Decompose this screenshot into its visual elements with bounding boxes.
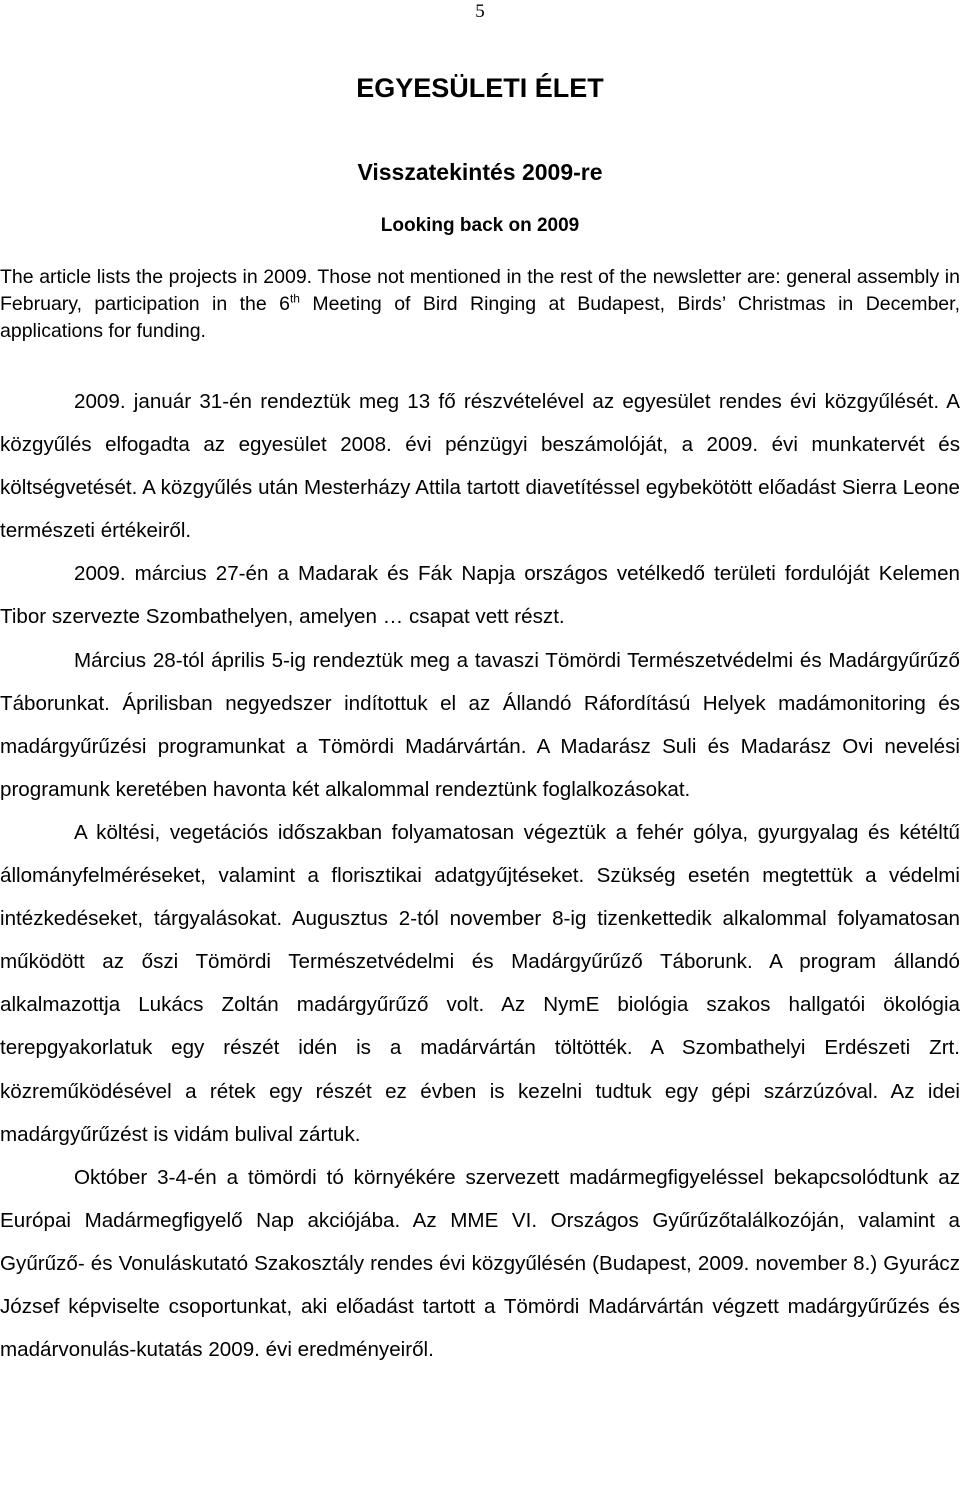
article-title-english: Looking back on 2009 (380, 215, 580, 236)
paragraph-march: 2009. március 27-én a Madarak és Fák Napja országos vetélkedő területi fordulóját Kelemen Tibor szervezte Szombathelyen, amelyen … csapat vett részt. (0, 562, 960, 629)
article-body (0, 380, 960, 1371)
abstract-superscript: th (289, 291, 300, 306)
paragraph-october: Október 3-4-én a tömördi tó környékére szervezett madármegfigyeléssel bekapcsolódtunk az Európai Madármegfigyelő Nap akciójába. Az MME VI. Országos Gyűrűzőtalálkozóján, valamint a Gyűrűző- és Vonuláskutató Szakosztály rendes évi közgyűlésén (Budapest, 2009. november 8.) Gyurácz József képviselte csoportunkat, aki előadást tartott a Tömördi Madárvártán végzett madárgyűrűzés és madárvonulás-kutatás 2009. évi eredményeiről. (0, 1165, 960, 1362)
page-number: 5 (475, 1, 485, 22)
english-abstract (0, 264, 960, 345)
abstract-text-2: Meeting of Bird Ringing at Budapest, Birds’ Christmas in December, applications for funding. (0, 293, 960, 342)
paragraph-breeding-season: A költési, vegetációs időszakban folyamatosan végeztük a fehér gólya, gyurgyalag és kétéltű állományfelméréseket, valamint a florisztikai adatgyűjtéseket. Szükség esetén megtettük a védelmi intézkedéseket, tárgyalásokat. Augusztus 2-tól november 8-ig tizenkettedik alkalommal folyamatosan működött az őszi Tömördi Természetvédelmi és Madárgyűrűző Táborunk. A program állandó alkalmazottja Lukács Zoltán madárgyűrűző volt. Az NymE biológia szakos hallgatói ökológia terepgyakorlatuk egy részét idén is a madárvártán töltötték. A Szombathelyi Erdészeti Zrt. közreműködésével a rétek egy részét ez évben is kezelni tudtuk egy gépi szárzúzóval. Az idei madárgyűrűzést is vidám bulival zártuk. (0, 820, 960, 1146)
paragraph-spring-camp: Március 28-tól április 5-ig rendeztük meg a tavaszi Tömördi Természetvédelmi és Madárgyűrűző Táborunkat. Áprilisban negyedszer indítottuk el az Állandó Ráfordítású Helyek madámonitoring és madárgyűrűzési programunkat a Tömördi Madárvártán. A Madarász Suli és Madarász Ovi nevelési programunk keretében havonta két alkalommal rendeztünk foglalkozásokat. (0, 648, 960, 801)
paragraph-january: 2009. január 31-én rendeztük meg 13 fő részvételével az egyesület rendes évi közgyűlését. A közgyűlés elfogadta az egyesület 2008. évi pénzügyi beszámolóját, a 2009. évi munkatervét és költségvetését. A közgyűlés után Mesterházy Attila tartott diavetítéssel egybekötött előadást Sierra Leone természeti értékeiről. (0, 390, 960, 543)
section-title: EGYESÜLETI ÉLET (356, 73, 604, 103)
abstract-text-1: The article lists the projects in 2009. Those not mentioned in the rest of the newsletter are: general assembly in February, participation in the 6 (0, 266, 960, 315)
article-title: Visszatekintés 2009-re (357, 159, 603, 185)
